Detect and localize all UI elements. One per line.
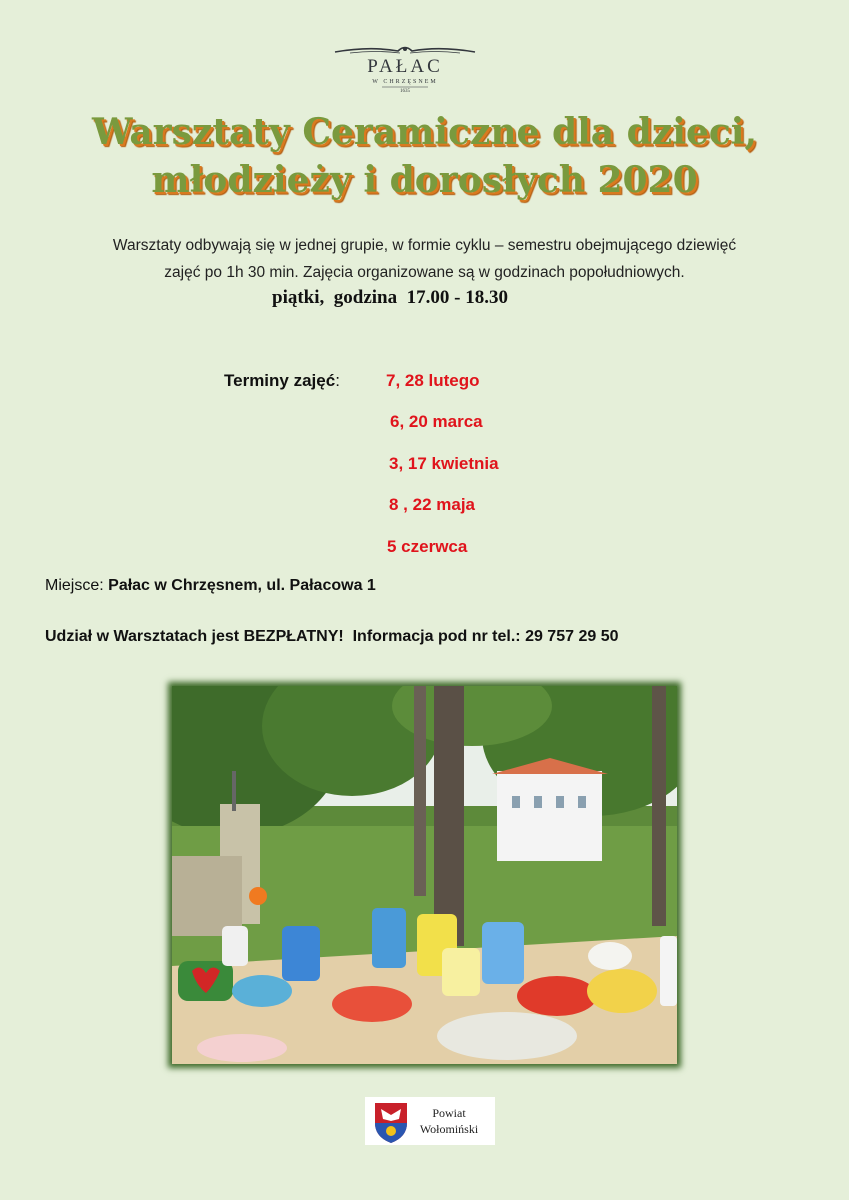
dates-label-text: Terminy zajęć (224, 371, 336, 390)
powiat-logo (365, 1097, 495, 1145)
intro-line-1: Warsztaty odbywają się w jednej grupie, w formie cyklu – semestru obejmującego dziewięć (112, 237, 737, 254)
schedule-hours: piątki, godzina 17.00 - 18.30 (272, 287, 508, 308)
ceramics-photo-illustration (172, 686, 677, 1064)
date-item: 6, 20 marca (390, 412, 483, 431)
dates-label (224, 371, 340, 391)
powiat-line-2: Wołomiński (419, 1122, 479, 1136)
logo-name: PAŁAC (367, 56, 443, 77)
coat-of-arms-icon (369, 1099, 413, 1147)
date-item: 3, 17 kwietnia (389, 454, 499, 473)
dates-label-colon: : (335, 371, 340, 390)
logo-year: 1635 (400, 89, 410, 94)
place-label: Miejsce: (45, 577, 104, 594)
powiat-text (409, 1105, 489, 1137)
ceramics-photo (172, 686, 677, 1064)
place-info (45, 577, 376, 595)
title-line-1: Warsztaty Ceramiczne dla dzieci, (92, 111, 757, 153)
contact-info: Udział w Warsztatach jest BEZPŁATNY! Informacja pod nr tel.: 29 757 29 50 (45, 628, 619, 645)
intro-text (40, 232, 809, 286)
page-title (0, 108, 849, 204)
place-value: Pałac w Chrzęsnem, ul. Pałacowa 1 (108, 577, 376, 594)
date-item: 8 , 22 maja (389, 495, 476, 514)
date-item: 7, 28 lutego (386, 371, 480, 390)
powiat-line-1: Powiat (432, 1106, 466, 1120)
intro-line-2: zajęć po 1h 30 min. Zajęcia organizowane są w godzinach popołudniowych. (164, 264, 685, 281)
logo-subtitle: W CHRZĘSNEM (372, 79, 438, 85)
title-line-2: młodzieży i dorosłych 2020 (151, 159, 698, 201)
date-item: 5 czerwca (387, 537, 468, 556)
palace-logo (330, 44, 480, 100)
